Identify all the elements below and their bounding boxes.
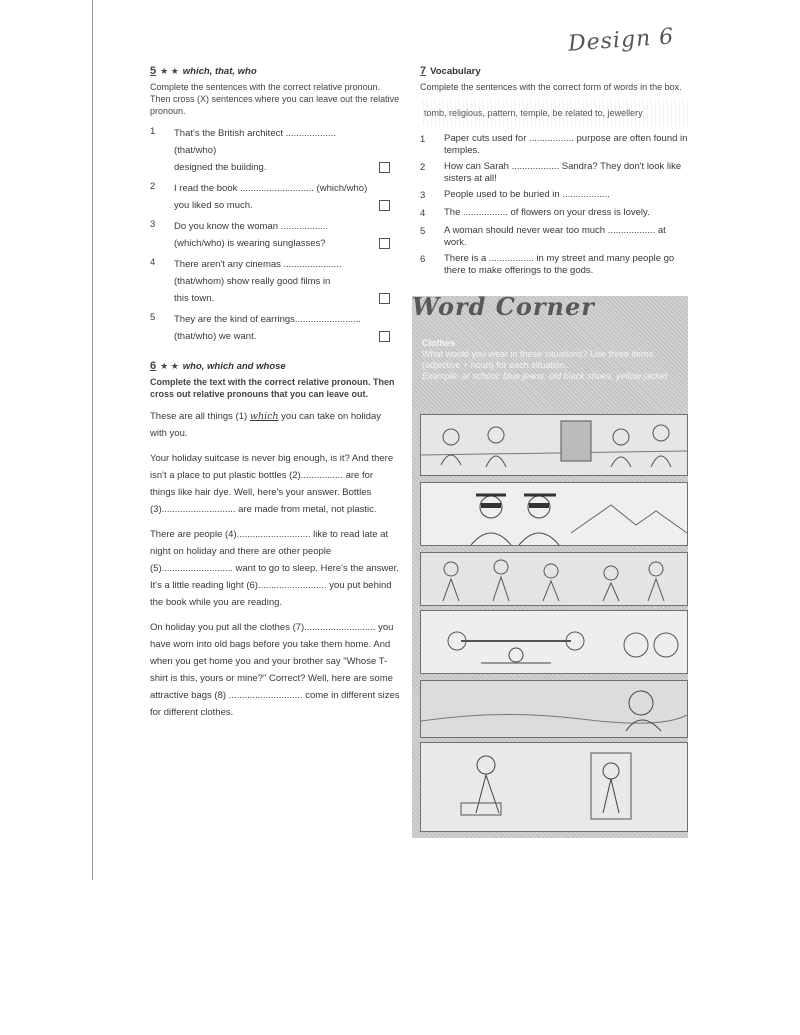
page-binding-line <box>92 0 93 880</box>
word-corner-example: Example: at school: blue jeans, old black shoes, yellow jacket <box>422 371 668 381</box>
illustration-panel-street <box>420 552 688 606</box>
word-corner-instructions <box>422 338 672 382</box>
exercise-instruction: Complete the text with the correct relative pronoun. Then cross out relative pronouns that you can leave out. <box>150 377 395 399</box>
exercise-number: 7 <box>420 65 427 77</box>
difficulty-stars-icon: ★ ★ <box>160 361 179 371</box>
word-corner-box <box>412 292 688 838</box>
answer-checkbox[interactable] <box>379 331 390 342</box>
exercise-7-header <box>420 64 690 79</box>
exercise-5-header <box>150 64 400 79</box>
illustration-panel-beach <box>420 482 688 546</box>
answer-checkbox[interactable] <box>379 200 390 211</box>
illustration-panel-cinema <box>420 414 688 476</box>
word-corner-title: Word Corner <box>412 292 595 321</box>
design-label: Design 6 <box>567 24 675 57</box>
handwritten-answer: which <box>249 411 279 422</box>
answer-checkbox[interactable] <box>379 162 390 173</box>
text-paragraph: These are all things (1) which you can take on holiday with you. <box>150 411 382 439</box>
right-column <box>420 64 690 281</box>
exercise-item: 4 The ................. of flowers on your dress is lovely. <box>420 207 650 219</box>
left-column <box>150 64 400 729</box>
exercise-item: 5 They are the kind of earrings......................... (that/who) we want. <box>150 311 400 345</box>
text-paragraph: On holiday you put all the clothes (7)........................... you have worn into old bags before you take them home. And when you get home you and your brother say "Whose T-shirt is this, yours or mine?" Correct? Well, here are some attractive bags (8) ............................ come in different sizes for different clothes. <box>150 622 400 718</box>
exercise-title: which, that, who <box>182 66 257 77</box>
exercise-6-header <box>150 359 400 374</box>
exercise-number: 6 <box>150 360 157 372</box>
exercise-title: who, which and whose <box>182 361 286 372</box>
exercise-instruction: Complete the sentences with the correct form of words in the box. <box>420 82 682 92</box>
difficulty-stars-icon: ★ ★ <box>160 66 179 76</box>
exercise-item: 1 That's the British architect ................... (that/who) designed the building. <box>150 125 400 176</box>
exercise-item: 2 How can Sarah .................. Sandra? They don't look like sisters at all! <box>420 161 682 184</box>
word-corner-task: What would you wear in these situations? Use three items (adjective + noun) for each situation. <box>422 349 654 370</box>
exercise-title: Vocabulary <box>430 66 481 77</box>
exercise-item: 5 A woman should never wear too much .................. at work. <box>420 225 666 248</box>
exercise-item: 4 There aren't any cinemas ...................... (that/whom) show really good films in this town. <box>150 256 400 307</box>
illustration-panel-snow <box>420 680 688 738</box>
exercise-item: 3 People used to be buried in .................. <box>420 189 610 201</box>
illustration-panel-gym <box>420 610 688 674</box>
illustration-panel-room <box>420 742 688 832</box>
exercise-item: 1 Paper cuts used for ................. purpose are often found in temples. <box>420 133 688 156</box>
exercise-instruction: Complete the sentences with the correct relative pronoun. Then cross (X) sentences where you can leave out the relative pronoun. <box>150 82 400 116</box>
answer-checkbox[interactable] <box>379 293 390 304</box>
answer-checkbox[interactable] <box>379 238 390 249</box>
text-paragraph: There are people (4)............................ like to read late at night on holiday and there are other people (5)........................... want to go to sleep. Here's the answer. It's a little reading light (6).......................... you put behind the book while you are reading. <box>150 529 399 608</box>
word-box: tomb, religious, pattern, temple, be related to, jewellery <box>420 101 690 125</box>
exercise-item: 6 There is a ................. in my street and many people go there to make offerings to the gods. <box>420 253 675 276</box>
word-corner-heading: Clothes <box>422 338 456 348</box>
exercise-item: 3 Do you know the woman .................. (which/who) is wearing sunglasses? <box>150 218 400 252</box>
exercise-item: 2 I read the book ............................ (which/who) you liked so much. <box>150 180 400 214</box>
text-paragraph: Your holiday suitcase is never big enough, is it? And there isn't a place to put plastic bottles (2)................ are for things like hair dye. Well, here's your answer. Bottles (3)............................ are made from metal, not plastic. <box>150 453 394 515</box>
exercise-number: 5 <box>150 65 157 77</box>
